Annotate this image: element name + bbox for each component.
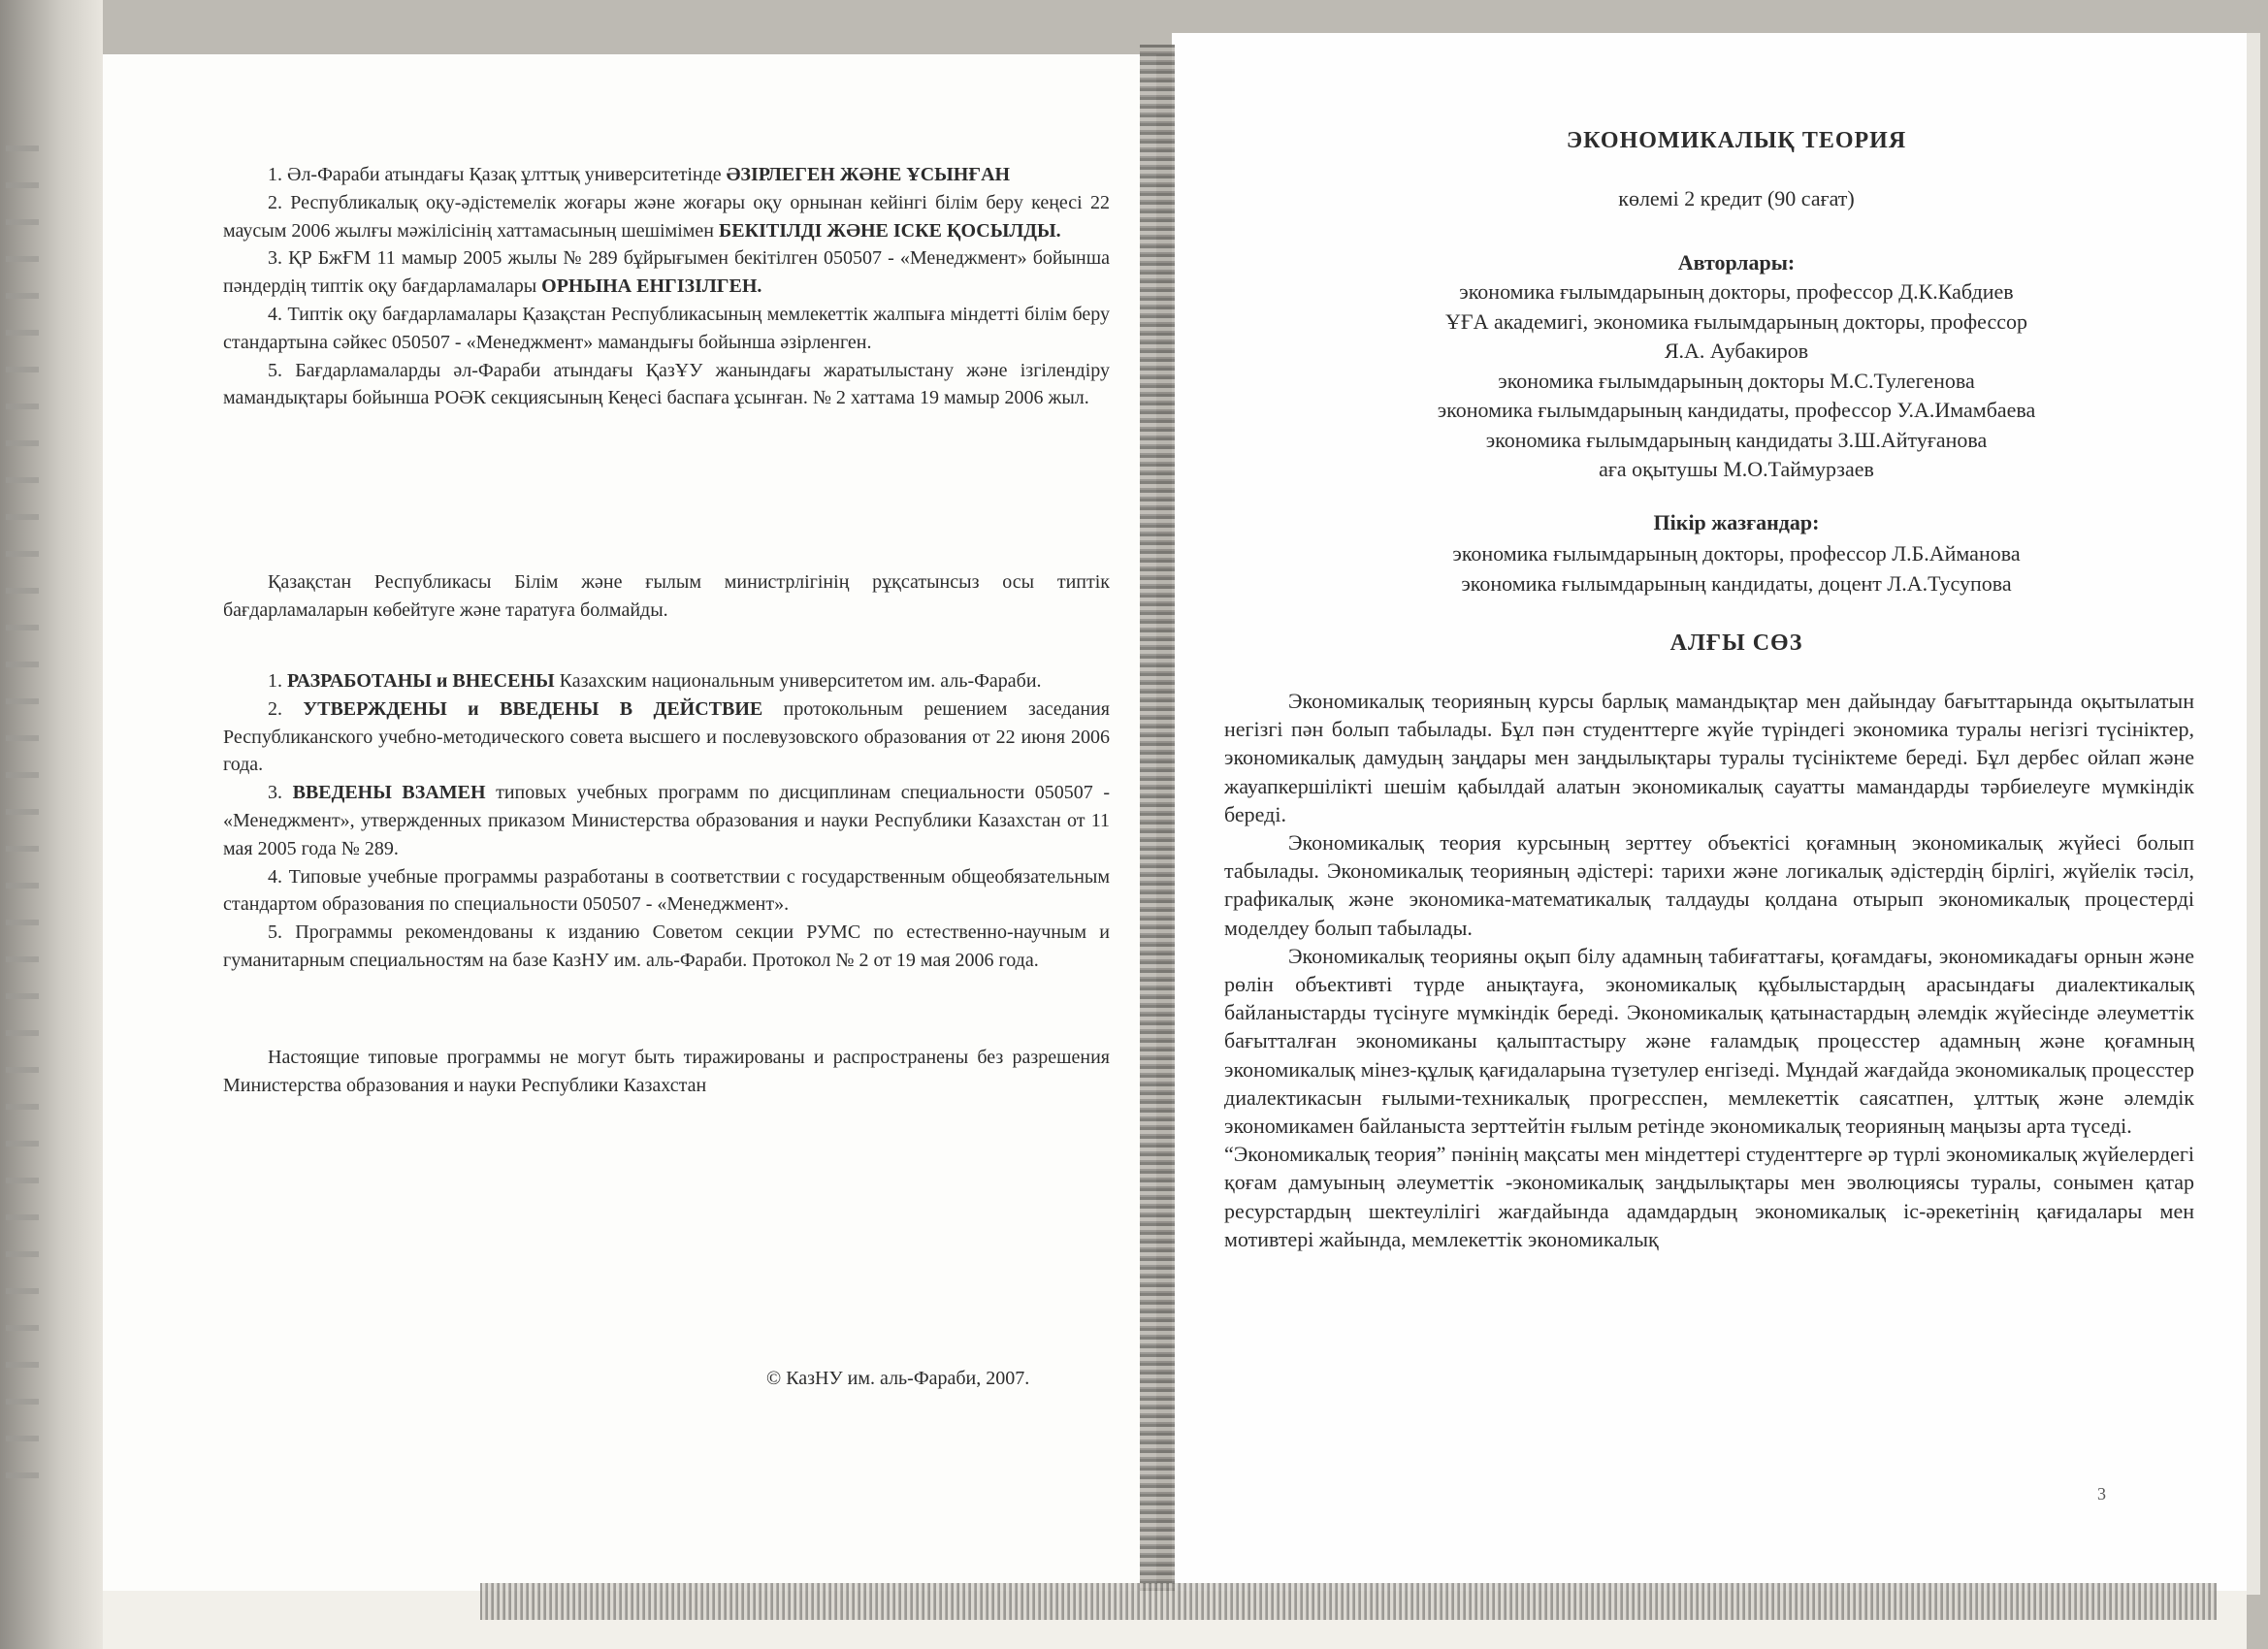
author-line: экономика ғылымдарының кандидаты, профессор У.А.Имамбаева <box>1437 398 2036 422</box>
preface-paragraph: “Экономикалық теория” пәнінің мақсаты мен міндеттері студенттерге әр түрлі экономикалық жүйелердегі қоғам дамуының әлеуметтік -экономикалық заңдылықтары мен эволюциясы туралы, сонымен қатар ресурстардың шектеулілігі жағдайында адамдардың экономикалық іс-әрекетінің қағидалары мен мотивтері жайында, мемлекеттік экономикалық <box>1224 1142 2194 1251</box>
kazakh-copy-notice <box>223 568 1110 625</box>
russian-item-1: 1. РАЗРАБОТАНЫ и ВНЕСЕНЫ Казахским национальным университетом им. аль-Фараби. <box>268 670 1042 692</box>
author-line: аға оқытушы М.О.Таймурзаев <box>1599 457 1874 481</box>
author-line: экономика ғылымдарының кандидаты З.Ш.Айтуғанова <box>1485 427 1988 452</box>
kazakh-item-2: 2. Республикалық оқу-әдістемелік жоғары және жоғары оқу орнынан кейінгі білім беру кеңесі 22 маусым 2006 жылғы мәжілісінің хаттамасының шешімімен БЕКІТІЛДІ ЖӘНЕ ІСКЕ ҚОСЫЛДЫ. <box>223 191 1110 242</box>
preface-body <box>1224 687 2194 1253</box>
document-title: ЭКОНОМИКАЛЫҚ ТЕОРИЯ <box>1566 128 1907 153</box>
author-line: Я.А. Аубакиров <box>1664 339 1809 363</box>
kazakh-item-4: 4. Типтік оқу бағдарламалары Қазақстан Республикасының мемлекеттік жалпыға міндетті білім беру стандартына сәйкес 050507 - «Менеджмент» мамандығы бойынша әзірленген. <box>223 303 1110 353</box>
russian-item-2: 2. УТВЕРЖДЕНЫ и ВВЕДЕНЫ В ДЕЙСТВИЕ протокольным решением заседания Республиканского учебно-методического совета высшего и послевузовского образования от 22 июня 2006 года. <box>223 697 1111 776</box>
preface-paragraph: Экономикалық теорияның курсы барлық мамандықтар мен дайындау бағыттарында оқытылатын негізгі пән болып табылады. Бұл пән студенттерге жүйе түріндегі экономика туралы негізгі түсініктер, экономикалық дамудың заңдары мен заңдылықтары туралы түсініктеме береді. Бұл дербес ойлап және жауапкершілікті шешім қабылдай алатын экономикалық сауатты мамандарды тәрбиелеуге мүмкіндік береді. <box>1224 689 2194 826</box>
preface-heading: АЛҒЫ СӨЗ <box>1669 630 1803 656</box>
kazakh-item-5: 5. Бағдарламаларды әл-Фараби атындағы ҚазҰУ жанындағы жаратылыстану және ізгілендіру мамандықтары бойынша РОӘК секциясының Кеңесі баспаға ұсынған. № 2 хаттама 19 мамыр 2006 жыл. <box>223 359 1110 409</box>
russian-copy-notice <box>223 1044 1110 1100</box>
copyright-line: © КазНУ им. аль-Фараби, 2007. <box>766 1368 1030 1389</box>
reviewers-heading: Пікір жазғандар: <box>1653 510 1820 534</box>
preface-paragraph: Экономикалық теория курсының зерттеу объектісі қоғамның экономикалық жүйесі болып табылады. Экономикалық теорияның әдістері: тарихи және логикалық әдістердің бірлігі, жүйелік тәсіл, графикалық және экономика-математикалық талдауды қолдана отырып экономикалық процестерді моделдеу болып табылады. <box>1224 830 2194 940</box>
authors-heading: Авторлары: <box>1677 250 1796 275</box>
authors-list <box>1251 277 2221 485</box>
reviewer-line: экономика ғылымдарының докторы, профессор Л.Б.Айманова <box>1452 541 2021 566</box>
author-line: экономика ғылымдарының докторы М.С.Тулегенова <box>1498 368 1975 393</box>
reviewer-line: экономика ғылымдарының кандидаты, доцент Л.А.Тусупова <box>1461 570 2012 596</box>
course-volume: көлемі 2 кредит (90 сағат) <box>1618 186 1855 210</box>
reviewers-list <box>1251 539 2221 598</box>
russian-notice-text: Настоящие типовые программы не могут быть тиражированы и распространены без разрешения Министерства образования и науки Республики Казахстан <box>223 1047 1110 1096</box>
kazakh-approval-list <box>223 161 1110 412</box>
russian-approval-list <box>223 667 1110 975</box>
preface-paragraph: Экономикалық теорияны оқып білу адамның табиғаттағы, қоғамдағы, экономикадағы орнын және рөлін объективті түрде анықтауға, экономикалық құбылыстардың арасындағы диалектикалық байланыстарды түсінуге мүмкіндік береді. Экономикалық қатынастардың әлемдік жүйесінде әлеуметтік бағытталған экономиканы қалыптастыру және ғаламдық процесстер адамның және қоғамның экономикалық мінез-құлық қағидаларына түзетулер енгізеді. Мұндай жағдайда экономикалық процесстер диалектикасын ғылыми-техникалық прогресспен, мемлекеттік саясатпен, ұлттық және әлемдік экономикамен байланыста зерттейтін ғылым ретінде экономикалық теорияның маңызы арта түседі. <box>1224 943 2194 1139</box>
kazakh-item-3: 3. ҚР БжҒМ 11 мамыр 2005 жылы № 289 бұйрығымен бекітілген 050507 - «Менеджмент» бойынша пәндердің типтік оқу бағдарламалары ОРНЫНА ЕНГІЗІЛГЕН. <box>223 247 1110 298</box>
russian-item-3: 3. ВВЕДЕНЫ ВЗАМЕН типовых учебных программ по дисциплинам специальности 050507 - «Менеджмент», утвержденных приказом Министерства образования и науки Республики Казахстан от 11 мая 2005 года № 289. <box>223 782 1111 859</box>
scan-noise-band <box>480 1583 2217 1620</box>
spiral-binding <box>6 146 39 1504</box>
page-number: 3 <box>2097 1484 2106 1504</box>
page-gutter <box>1140 45 1175 1597</box>
russian-item-5: 5. Программы рекомендованы к изданию Советом секции РУМС по естественно-научным и гуманитарным специальностям на базе КазНУ им. аль-Фараби. Протокол № 2 от 19 мая 2006 года. <box>223 922 1110 971</box>
russian-item-4: 4. Типовые учебные программы разработаны в соответствии с государственным общеобязательным стандартом образования по специальности 050507 - «Менеджмент». <box>223 865 1110 916</box>
kazakh-item-1: 1. Әл-Фараби атындағы Қазақ ұлттық университетінде ӘЗІРЛЕГЕН ЖӘНЕ ҰСЫНҒАН <box>268 164 1011 185</box>
kazakh-notice-text: Қазақстан Республикасы Білім және ғылым министрлігінің рұқсатынсыз осы типтік бағдарламаларын көбейтуге және таратуға болмайды. <box>223 571 1110 621</box>
author-line: ҰҒА академигі, экономика ғылымдарының докторы, профессор <box>1445 308 2027 334</box>
author-line: экономика ғылымдарының докторы, профессор Д.К.Кабдиев <box>1459 279 2014 304</box>
